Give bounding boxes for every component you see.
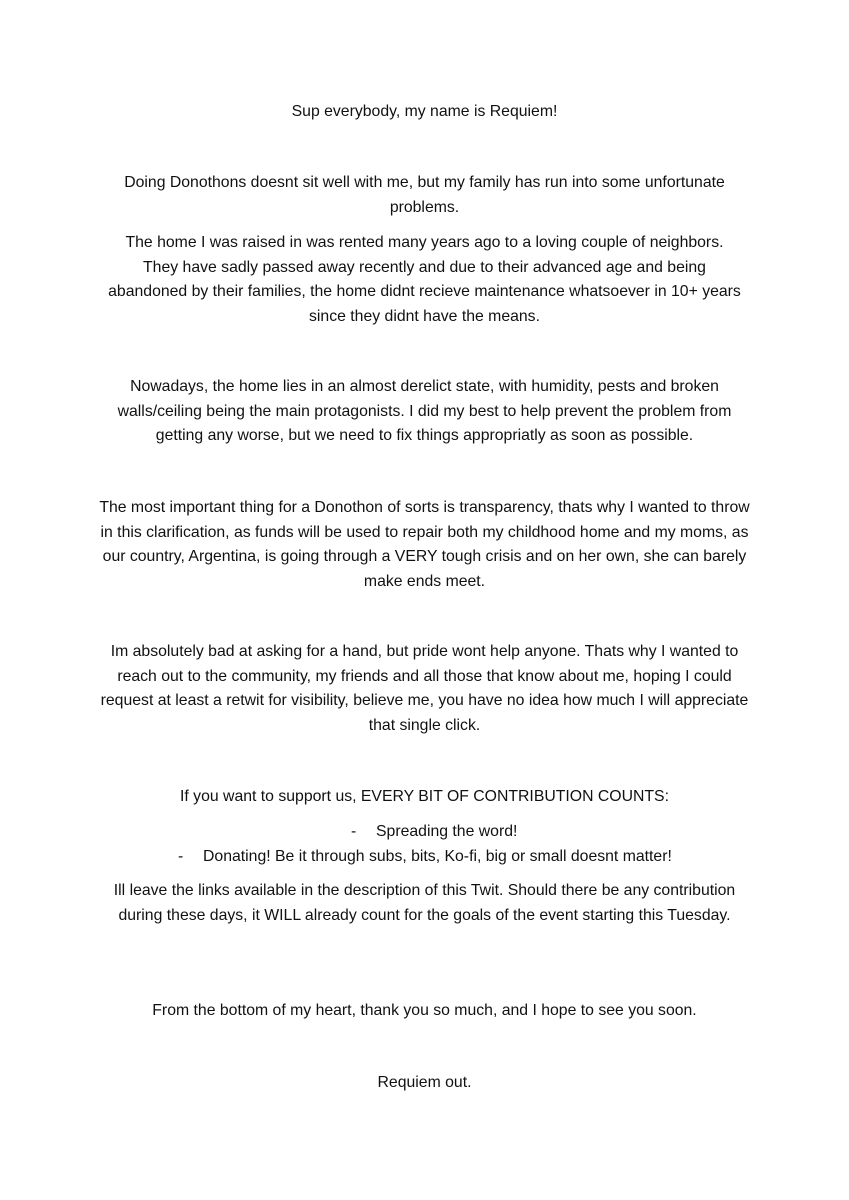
signoff-line: Requiem out. [377,1074,472,1091]
greeting-line: Sup everybody, my name is Requiem! [291,103,558,120]
list-item-text: Donating! Be it through subs, bits, Ko-fi, big or small doesnt matter! [203,847,672,865]
support-intro: If you want to support us, EVERY BIT OF CONTRIBUTION COUNTS: [180,788,669,805]
paragraph-home-state: Nowadays, the home lies in an almost derelict state, with humidity, pests and broken walls/ceiling being the main protagonists. I did my best to help prevent the problem from getting any worse, but we need to fix things appropriatly as soon as possible. [117,378,732,444]
paragraph-home-history: The home I was raised in was rented many years ago to a loving couple of neighbors. They have sadly passed away recently and due to their advanced age and being abandoned by their families, the home didnt recieve maintenance whatsoever in 10+ years since they didnt have the means. [108,234,741,325]
thanks-line: From the bottom of my heart, thank you so much, and I hope to see you soon. [152,1002,697,1019]
list-bullet-marker: - [351,823,357,840]
list-item-text: Spreading the word! [376,823,518,840]
paragraph-intro: Doing Donothons doesnt sit well with me, but my family has run into some unfortunate problems. [124,174,725,216]
list-bullet-marker: - [178,847,184,865]
support-list [95,820,754,872]
paragraph-request: Im absolutely bad at asking for a hand, but pride wont help anyone. Thats why I wanted to reach out to the community, my friends and all those that know about me, hoping I could request at least a retwit for visibility, believe me, you have no idea how much I will appreciate that single click. [100,643,749,734]
links-note: Ill leave the links available in the description of this Twit. Should there be any contribution during these days, it WILL already count for the goals of the event starting this Tuesday. [113,882,736,924]
paragraph-transparency: The most important thing for a Donothon of sorts is transparency, thats why I wanted to throw in this clarification, as funds will be used to repair both my childhood home and my moms, as our country, Argentina, is going through a VERY tough crisis and on her own, she can barely make ends meet. [99,499,750,590]
